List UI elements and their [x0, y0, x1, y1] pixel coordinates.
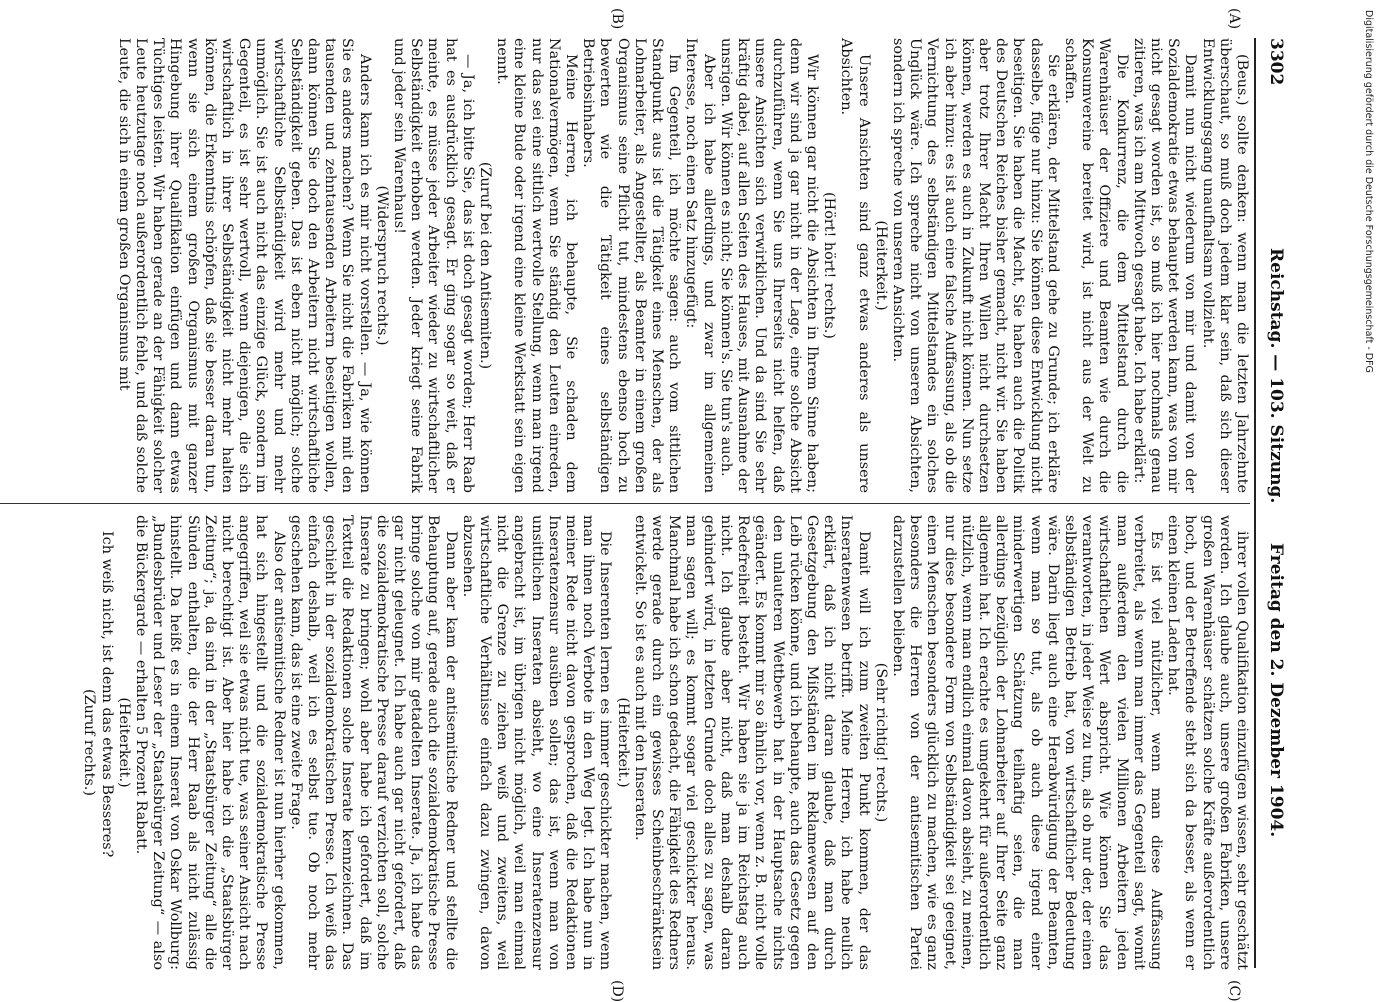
page-header: [1256, 38, 1292, 968]
paragraph: ihrer vollen Qualifikation einzufügen wissen, sehr geschätzt werden. Ich glaube auch, unsere großen Fabriken, unsere großen Warenhäuser schätzen solche Kräfte außerordentlich hoch, und der Betreffende steht sich da besser, als wenn er einen kleinen Laden hat.: [1165, 515, 1250, 970]
paragraph: Meine Herren, ich behaupte, Sie schaden dem Nationalvermögen, wenn Sie ständig den Leuten einreden, nur das sei eine sittlich wertvolle Stellung, wenn man irgend eine kleine Bude oder irgend eine kleine Werkstatt sein eigen nennt.: [494, 38, 580, 493]
text-column-left: [0, 38, 1250, 493]
paragraph: Es ist viel nützlicher, wenn man diese Auffassung verbreitet, als wenn man immer das Gegenteil sagt, womit man außerdem den vielen Millionen Arbeitern jeden wirtschaftlichen Wert abspricht. Wie können Sie das verantworten, in jeder Weise zu tun, als ob nur der, der einen selbständigen Betrieb hat, von wirtschaftlicher Bedeutung wäre. Darin liegt auch eine Herabwürdigung der Beamten, wenn man so tut, als ob auch diese irgend einer minderwertigen Schätzung teilhaftig seien, die man allerdings bezüglich der Lohnarbeiter auf Ihrer Seite ganz allgemein hat. Ich erachte es umgekehrt für außerordentlich nützlich, wenn man endlich einmal davon absieht, zu meinen, nur diese besondere Form von Selbständigkeit sei geeignet, einen Menschen besonders glücklich zu machen, wie es ganz besonders die Herren von der antisemitischen Partei darzustellen belieben.: [889, 515, 1164, 970]
session-date: Freitag den 2. Dezember 1904.: [1266, 543, 1286, 838]
paragraph: — Ja, ich bitte Sie, das ist doch gesagt worden; Herr Raab hat es ausdrücklich gesagt. Er ging sogar so weit, daß er meinte, es müsse jeder Arbeiter wieder zu wirtschaftlicher Selbständigkeit erhoben werden. Jeder kriegt seine Fabrik und jeder sein Warenhaus!: [391, 38, 476, 493]
page-number: 3302: [1266, 38, 1286, 86]
paragraph: Dann aber kam der antisemitische Redner und stellte die Behauptung auf, gerade auch die sozialdemokratische Presse bringe solche von mir getadelten Inserate. Ja, ich habe das gar nicht geleugnet. Ich habe auch gar nicht gefordert, daß die sozialdemokratische Presse darauf verzichten soll, solche Inserate zu bringen; wohl aber habe ich gefordert, daß im Textteil die Redaktionen solche Inserate kennzeichnen. Das geschieht in der sozialdemokratischen Presse. Ich weiß das einfach deshalb, weil ich es selbst tue. Ob noch mehr geschehen kann, das ist eine zweite Frage.: [287, 515, 459, 970]
paragraph: (Sehr richtig! rechts.): [872, 662, 889, 823]
margin-marker-b: (B): [609, 8, 625, 30]
margin-marker-d: (D): [609, 980, 625, 1002]
paragraph: Die Inserenten lernen es immer geschickter machen, wenn man ihnen noch Verbote in den Weg legt. Ich habe nun in meiner Rede nicht davon gesprochen, daß die Redaktionen Inseratenzensur ausüben sollen; das ist, wenn man von unsittlichen Inseraten absieht, wo eine Inseratenzensur angebracht ist, im übrigen nicht möglich, weil man einmal nicht die Grenze zu ziehen weiß und zweitens, weil wirtschaftliche Verhältnisse einfach dazu zwingen, davon abzusehen.: [459, 515, 614, 970]
paragraph: (Heiterkeit.): [115, 697, 132, 788]
margin-marker-a: (A): [1226, 8, 1242, 30]
paragraph: Unsere Ansichten sind ganz etwas anderes als unsere Absichten.: [838, 38, 872, 493]
column-divider: [0, 503, 1250, 504]
paragraph: (Beus.) sollte denken: wenn man die letzten Jahrzehnte überschaut, so muß doch jedem klar sein, daß sich dieser Entwicklungsgang unaufhaltsam vollzieht.: [1199, 38, 1250, 493]
paragraph: (Heiterkeit.): [614, 697, 631, 788]
session-title: Reichstag. — 103. Sitzung.: [1266, 248, 1286, 504]
text-column-right: [0, 515, 1250, 970]
paragraph: (Hört! hört! rechts.): [821, 192, 838, 339]
paragraph: (Widerspruch rechts.): [373, 185, 390, 346]
paragraph: Also der antisemitische Redner ist nun hierher gekommen, hat sich hingestellt und die sozialdemokratische Presse angegriffen, weil sie etwas nicht tue, was seiner Ansicht nach nicht berechtigt ist. Aber hier habe ich die „Staatsbürger Zeitung“; ja, da sind in der „Staatsbürger Zeitung“ alle die Sünden enthalten, die der Herr Raab als nicht zulässig hinstellt. Da heißt es in einem Inserat von Oskar Wollburg: „Bundesbrüder und Leser der „Staatsbürger Zeitung“ — also die Bückergarde — erhalten 5 Prozent Rabatt.: [133, 515, 287, 970]
paragraph: Wir können gar nicht die Absichten in Ihrem Sinne haben; denn wir sind ja gar nicht in der Lage, eine solche Absicht durchzuführen, wenn Sie uns Ihrerseits nicht helfen, daß unsere Ansichten sich verwirklichen. Und da sind Sie sehr kräftig dabei, auf allen Seiten des Hauses, mit Ausnahme der unsrigen. Wir können es nicht; Sie können's. Sie tun's auch.: [717, 38, 820, 493]
paragraph: (Zuruf rechts.): [81, 688, 98, 796]
paragraph: Sie erklären, der Mittelstand gehe zu Grunde; ich erkläre dasselbe, füge nur hinzu: Sie können diese Entwicklung nicht beseitigen. Sie haben die Macht, Sie haben auch die Politik des Deutschen Reiches bisher gemacht, nicht wir. Sie haben aber trotz Ihrer Macht Ihren Willen nicht durchsetzen können, werden es auch in Zukunft nicht können. Nun setze ich aber hinzu: es ist auch eine falsche Auffassung, als ob die Vernichtung des selbständigen Mittelstandes ein solches Unglück wäre. Ich spreche nicht von unseren Absichten, sondern ich spreche von unseren Ansichten.: [889, 38, 1061, 493]
paragraph: (Zuruf bei den Antisemiten.): [477, 161, 494, 370]
paragraph: Damit nun nicht wiederum von mir und damit von der Sozialdemokratie etwas behauptet werden kann, was von mir nicht gesagt worden ist, so muß ich hier nochmals genau zitieren, was ich am Mittwoch gesagt habe. Ich habe erklärt:: [1130, 38, 1199, 493]
paragraph: Aber ich habe allerdings, und zwar im allgemeinen Interesse, noch einen Satz hinzugefügt:: [683, 38, 717, 493]
header-rule: [1254, 38, 1256, 968]
paragraph: Anders kann ich es mir nicht vorstellen. — Ja, wie können Sie es anders machen? Wenn Sie nicht die Fabriken mit den tausenden und zehntausenden Arbeitern beseitigen wollen, dann können Sie doch den Arbeitern nicht wirtschaftliche Selbständigkeit geben. Das ist eben nicht möglich; solche wirtschaftliche Selbständigkeit wird mehr und mehr unmöglich. Sie ist auch nicht das einzige Glück, sondern im Gegenteil, es ist sehr wertvoll, wenn diejenigen, die sich wirtschaftlich in ihrer Selbständigkeit nicht mehr halten können, die Erkenntnis schöpfen, daß sie besser daran tun, wenn sie sich einem großen Organismus mit ganzer Hingebung ihrer Qualifikation einfügen und dann etwas Tüchtiges leisten. Wir haben gerade an der Fähigkeit solcher Leute heutzutage noch außerordentlich fehle, und daß solche Leute, die sich in einem großen Organismus mit: [115, 38, 373, 493]
paragraph: Ich weiß nicht, ist denn das etwas Besseres?: [98, 531, 115, 858]
digitization-note: [1362, 10, 1376, 1000]
digitization-note-text: Digitalisierung gefördert durch die Deutsche Forschungsgemeinschaft - DFG: [1363, 10, 1374, 373]
paragraph: Im Gegenteil, ich möchte sagen: auch vom sittlichen Standpunkt aus ist die Tätigkeit eines Menschen, der als Lohnarbeiter, als Angestellter, als Beamter in einem großen Organismus seine Pflicht tut, mindestens ebenso hoch zu bewerten wie die Tätigkeit eines selbständigen Betriebsinhabers.: [580, 38, 683, 493]
margin-marker-c: (C): [1226, 980, 1242, 1002]
paragraph: Damit will ich zum zweiten Punkt kommen, der das Inseratenwesen betrifft. Meine Herren, ich habe neulich erklärt, daß ich nicht daran glaube, daß man durch Gesetzgebung den Mißständen im Reklamewesen auf den Leib rücken könne, und ich behaupte, auch das Gesetz gegen den unlauteren Wettbewerb hat in der Hauptsache nichts geändert. Es kommt mir so ähnlich vor, wenn z. B. nicht volle Redefreiheit besteht. Wir haben sie ja im Reichstag auch nicht. Ich glaube aber nicht, daß man deshalb daran gehindert wird, in letzten Grunde doch alles zu sagen, was man sagen will; es kommt sogar viel geschickter heraus. Manchmal habe ich schon gedacht, die Fähigkeit des Redners werde gerade durch ein gewisses Scheinbeschränktsein entwickelt. So ist es auch mit den Inseraten.: [631, 515, 872, 970]
paragraph: Die Konkurrenz, die dem Mittelstand durch die Warenhäuser der Offiziere und Beamten wie durch die Konsumvereine bereitet wird, ist nicht aus der Welt zu schaffen.: [1061, 38, 1130, 493]
paragraph: (Heiterkeit.): [872, 220, 889, 311]
